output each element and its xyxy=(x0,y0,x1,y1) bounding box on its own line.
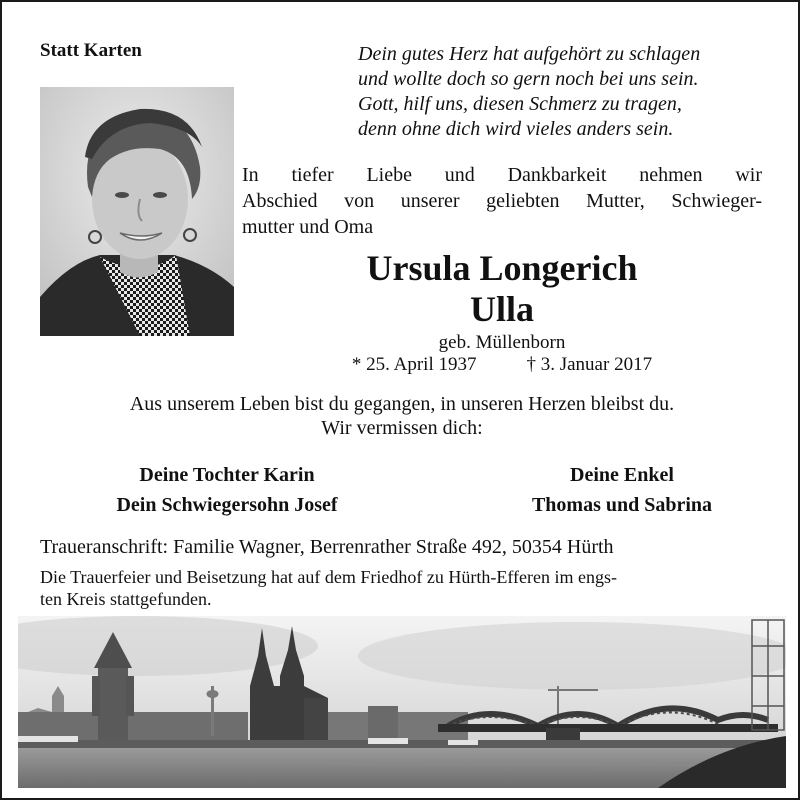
birth-date: * 25. April 1937 xyxy=(351,354,477,375)
cologne-skyline-photo xyxy=(18,616,786,788)
intro-text xyxy=(242,162,762,240)
deceased-nickname: Ulla xyxy=(469,289,534,329)
family-right xyxy=(442,460,800,520)
statt-karten-label: Statt Karten xyxy=(40,40,142,61)
farewell-line: Wir vermissen dich: xyxy=(321,417,483,439)
family-left xyxy=(47,460,407,520)
funeral-notice xyxy=(40,566,760,610)
poem-line: und wollte doch so gern noch bei uns sein. xyxy=(358,68,699,90)
deceased-name: Ursula Longerich xyxy=(366,248,638,288)
farewell-text xyxy=(22,392,782,440)
life-dates xyxy=(242,354,762,376)
family-member: Deine Tochter Karin xyxy=(139,464,315,486)
birth-name: geb. Müllenborn xyxy=(438,332,566,353)
farewell-line: Aus unserem Leben bist du gegangen, in unseren Herzen bleibst du. xyxy=(129,393,675,415)
portrait-image xyxy=(40,87,234,336)
family-member: Dein Schwiegersohn Josef xyxy=(116,494,338,516)
notice-line: Die Trauerfeier und Beisetzung hat auf dem Friedhof zu Hürth-Efferen im engs- xyxy=(40,567,617,587)
skyline-image xyxy=(18,616,786,788)
poem-line: Dein gutes Herz hat aufgehört zu schlagen xyxy=(358,43,701,65)
poem xyxy=(358,42,768,142)
death-date: † 3. Januar 2017 xyxy=(526,354,653,375)
portrait-photo xyxy=(40,87,234,336)
family-member: Thomas und Sabrina xyxy=(531,494,713,516)
family-member: Deine Enkel xyxy=(570,464,674,486)
poem-line: Gott, hilf uns, diesen Schmerz zu tragen, xyxy=(358,93,682,115)
mourning-address: Traueranschrift: Familie Wagner, Berrenrather Straße 492, 50354 Hürth xyxy=(40,536,614,558)
notice-line: ten Kreis stattgefunden. xyxy=(40,589,212,609)
poem-line: denn ohne dich wird vieles anders sein. xyxy=(358,118,674,140)
intro-line: In tiefer Liebe und Dankbarkeit nehmen wir xyxy=(242,164,762,186)
intro-line: Abschied von unserer geliebten Mutter, Schwieger- xyxy=(242,190,762,212)
intro-line: mutter und Oma xyxy=(242,216,374,238)
